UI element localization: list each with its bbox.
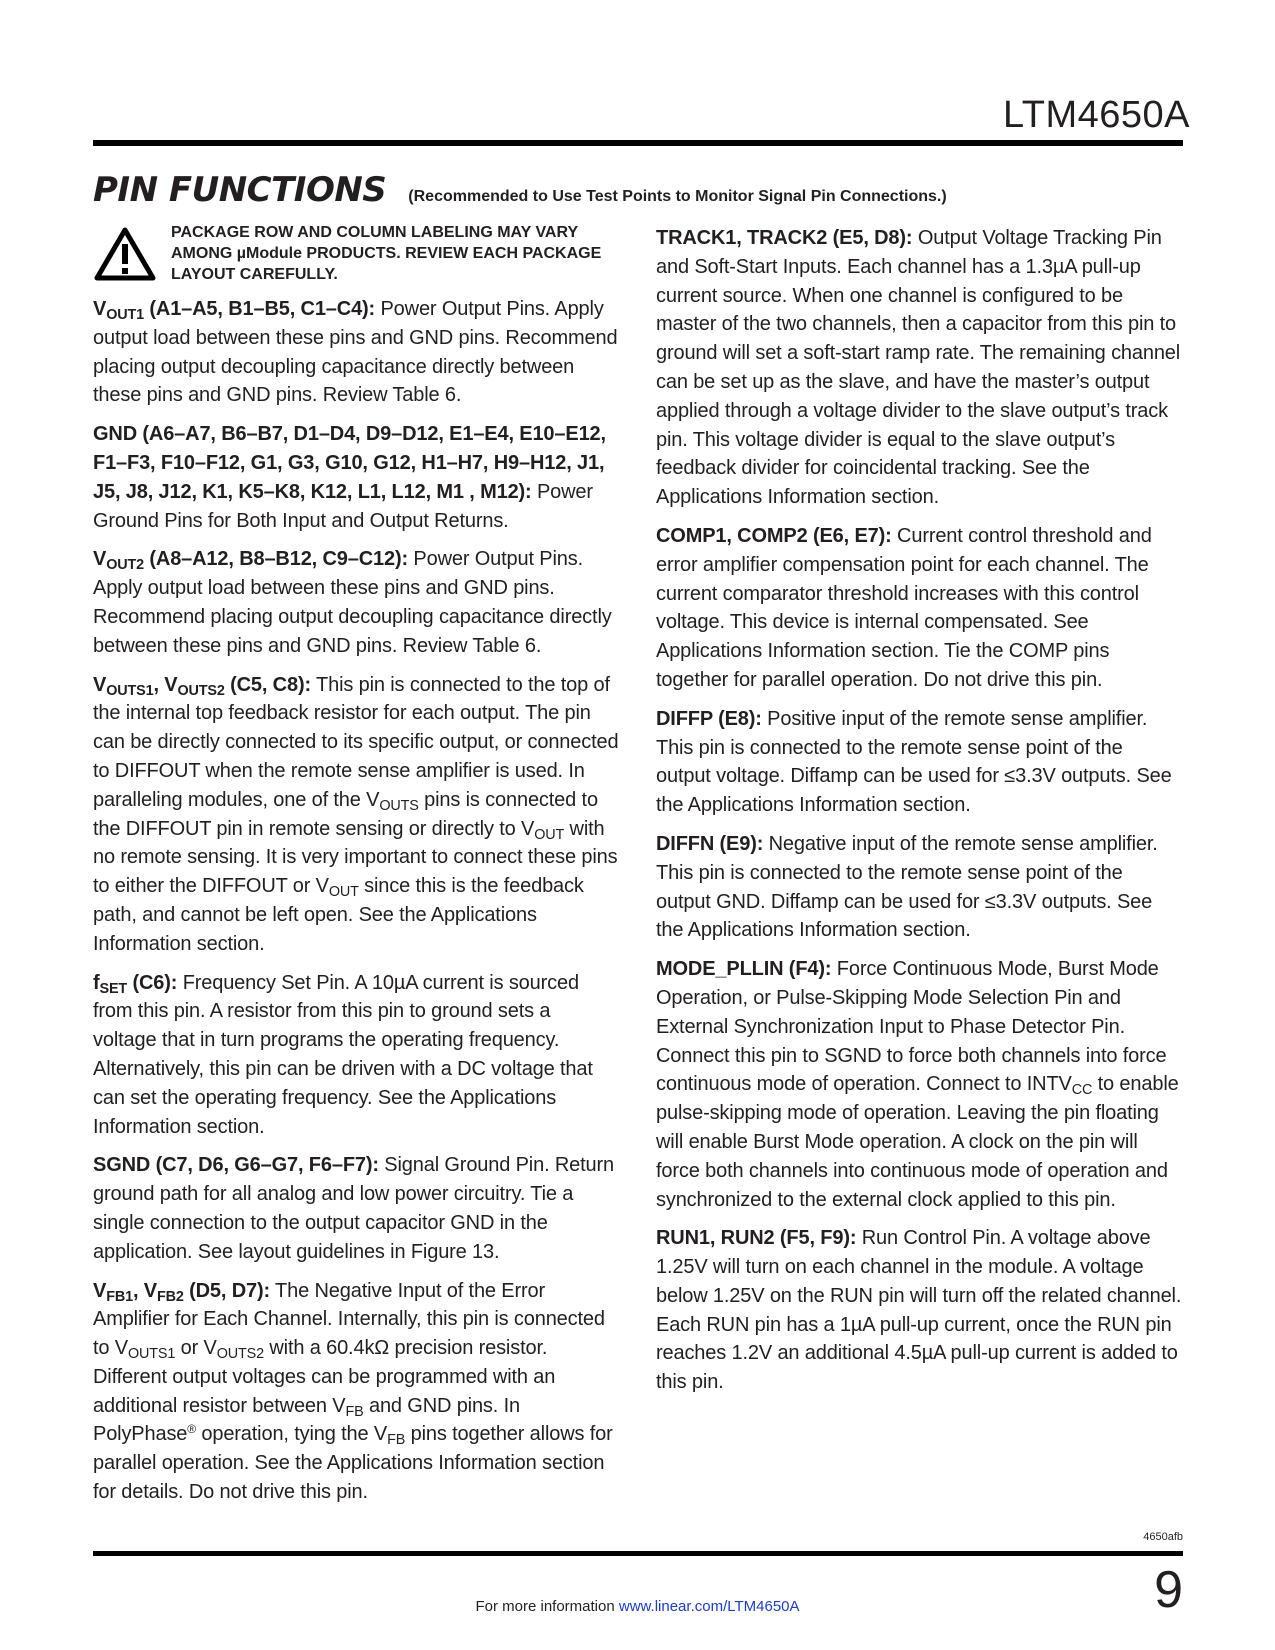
pin-description: Frequency Set Pin. A 10µA current is sourced from this pin. A resistor from this pin to ground sets a voltage that in turn programs the operating frequency. Alternatively, this pin can be driven with a DC voltage that can set the operating frequency. See the Applications Information section. [93, 971, 593, 1138]
pin-description: Current control threshold and error amplifier compensation point for each channel. The current comparator threshold increases with this control voltage. This device is internal compensated. See Applications Information section. Tie the COMP pins together for parallel operation. Do not drive this pin. [656, 524, 1152, 691]
pin-entry [656, 522, 1182, 695]
right-column [656, 224, 1182, 1407]
pin-name: GND (A6–A7, B6–B7, D1–D4, D9–D12, E1–E4, E10–E12, F1–F3, F10–F12, G1, G3, G10, G12, H1–H7, H9–H12, J1, J5, J8, J12, K1, K5–K8, K12, L1, L12, M1 , M12): [93, 423, 606, 503]
pin-description: Signal Ground Pin. Return ground path for all analog and low power circuitry. Tie a single connection to the output capacitor GND in the application. See layout guidelines in Figure 13. [93, 1154, 615, 1263]
pin-name: DIFFN (E9): [656, 832, 764, 855]
pin-name: $V_{OUT2}$ (A8–A12, B8–B12, C9–C12): [93, 548, 408, 574]
pin-description: This pin is connected to the top of the internal top feedback resistor for each output. The pin can be directly connected to its specific output, or connected to DIFFOUT when the remote sense amplifier is used. In paralleling modules, one of the $V_{OUTS}$ pins is connected to the DIFFOUT pin in remote sensing or directly to $V_{OUT}$ with no remote sensing. It is very important to connect these pins to either the DIFFOUT or $V_{OUT}$ since this is the feedback path, and cannot be left open. See the Applications Information section. [93, 673, 619, 955]
pin-entry [93, 671, 619, 959]
pin-entry [656, 224, 1182, 512]
pin-description: Output Voltage Tracking Pin and Soft-Start Inputs. Each channel has a 1.3µA pull-up current source. When one channel is configured to be master of the two channels, then a capacitor from this pin to ground will set a soft-start ramp rate. The remaining channel can be set up as the slave, and have the master’s output applied through a voltage divider to the slave output’s track pin. This voltage divider is equal to the slave output’s feedback divider for coincidental tracking. See the Applications Information section. [656, 227, 1181, 509]
pin-name: $V_{OUT1}$ (A1–A5, B1–B5, C1–C4): [93, 298, 376, 324]
pin-description: Power Ground Pins for Both Input and Output Returns. [93, 480, 593, 532]
pin-name: $V_{OUTS1}$, $V_{OUTS2}$ (C5, C8): [93, 673, 311, 699]
pin-description: The Negative Input of the Error Amplifier for Each Channel. Internally, this pin is connected to $V_{OUTS1}$ or $V_{OUTS2}$ with a 60.4kΩ precision resistor. Different output voltages can be programmed with an additional resistor between $V_{FB}$ and GND pins. In PolyPhase® operation, tying the $V_{FB}$ pins together allows for parallel operation. See the Applications Information section for details. Do not drive this pin. [93, 1279, 613, 1504]
bottom-rule [93, 1551, 1183, 1556]
pin-name: TRACK1, TRACK2 (E5, D8): [656, 227, 913, 249]
pin-name: DIFFP (E8): [656, 707, 762, 730]
pin-entry [93, 1277, 619, 1507]
pin-name: $V_{FB1}$, $V_{FB2}$ (D5, D7): [93, 1279, 271, 1305]
pin-entry [93, 1151, 619, 1266]
pin-entry [93, 420, 619, 535]
pin-description: Run Control Pin. A voltage above 1.25V will turn on each channel in the module. A voltage below 1.25V on the RUN pin will turn off the related channel. Each RUN pin has a 1µA pull-up current, once the RUN pin reaches 1.2V an additional 4.5µA pull-up current is added to this pin. [656, 1227, 1182, 1394]
footer-prefix: For more information [475, 1598, 619, 1615]
section-heading [93, 170, 947, 210]
top-rule [93, 140, 1183, 146]
pin-entry [93, 969, 619, 1142]
page-number: 9 [1154, 1561, 1183, 1619]
pin-name: MODE_PLLIN (F4): [656, 958, 832, 981]
pin-description: Positive input of the remote sense amplifier. This pin is connected to the remote sense point of the output voltage. Diffamp can be used for ≤3.3V outputs. See the Applications Information section. [656, 707, 1172, 817]
footer-link[interactable]: www.linear.com/LTM4650A [618, 1598, 800, 1615]
pin-description: Power Output Pins. Apply output load between these pins and GND pins. Recommend placing output decoupling capacitance directly between these pins and GND pins. Review Table 6. [93, 298, 618, 407]
pin-entry [656, 1224, 1182, 1397]
pin-entry [93, 295, 619, 410]
part-number-header: LTM4650A [1002, 94, 1190, 136]
warning-box [93, 224, 619, 285]
pin-name: COMP1, COMP2 (E6, E7): [656, 524, 892, 547]
pin-description: Power Output Pins. Apply output load between these pins and GND pins. Recommend placing output decoupling capacitance directly between these pins and GND pins. Review Table 6. [93, 548, 612, 657]
left-column [93, 224, 619, 1517]
warning-icon [93, 226, 157, 282]
footer-info [0, 1598, 1275, 1615]
pin-entry [656, 705, 1182, 820]
pin-name: $f_{SET}$ (C6): [93, 971, 178, 997]
section-title: PIN FUNCTIONS [93, 170, 387, 210]
document-code: 4650afb [1143, 1531, 1183, 1543]
pin-description: Negative input of the remote sense amplifier. This pin is connected to the remote sense point of the output GND. Diffamp can be used for ≤3.3V outputs. See the Applications Information section. [656, 832, 1158, 942]
pin-entry [93, 545, 619, 660]
pin-name: RUN1, RUN2 (F5, F9): [656, 1227, 857, 1250]
warning-text: PACKAGE ROW AND COLUMN LABELING MAY VARY AMONG µModule PRODUCTS. REVIEW EACH PACKAGE LAYOUT CAREFULLY. [171, 224, 602, 283]
pin-description: Force Continuous Mode, Burst Mode Operation, or Pulse-Skipping Mode Selection Pin and External Synchronization Input to Phase Detector Pin. Connect this pin to SGND to force both channels into force continuous mode of operation. Connect to $INTV_{CC}$ to enable pulse-skipping mode of operation. Leaving the pin floating will enable Burst Mode operation. A clock on the pin will force both channels into continuous mode of operation and synchronized to the external clock applied to this pin. [656, 958, 1179, 1211]
section-note: (Recommended to Use Test Points to Monitor Signal Pin Connections.) [408, 188, 947, 205]
pin-name: SGND (C7, D6, G6–G7, F6–F7): [93, 1154, 379, 1177]
pin-entry [656, 830, 1182, 945]
pin-entry [656, 955, 1182, 1214]
